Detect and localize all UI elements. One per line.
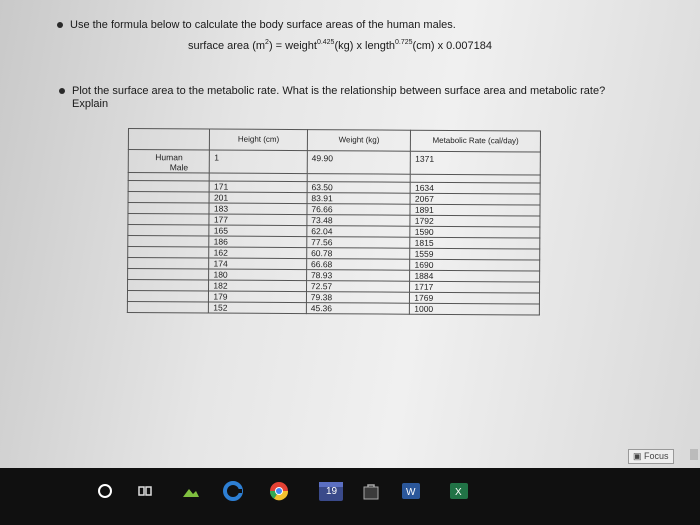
svg-text:W: W: [406, 487, 416, 498]
table-row-label: [128, 150, 210, 173]
table-cell: 77.56: [307, 237, 411, 249]
table-cell: 66.68: [306, 259, 410, 271]
table-cell: 1690: [410, 259, 540, 271]
table-cell: 165: [209, 225, 307, 237]
table-row-blank: [128, 214, 209, 225]
taskbar: [0, 468, 700, 525]
instruction-line-4: Explain: [72, 98, 109, 110]
svg-text:X: X: [455, 487, 462, 498]
photos-icon[interactable]: [180, 480, 202, 502]
data-table-wrapper: [127, 128, 541, 332]
instruction-line-1: Use the formula below to calculate the body surface areas of the human males.: [70, 19, 456, 31]
table-cell: 1: [210, 150, 308, 174]
table-cell: 2067: [410, 193, 540, 205]
table-cell: 76.66: [307, 204, 411, 216]
table-cell: 171: [210, 181, 308, 193]
table-row-blank: [128, 181, 209, 192]
store-icon[interactable]: [360, 480, 382, 502]
table-cell: 1590: [410, 226, 540, 238]
focus-icon: ▣: [633, 451, 642, 461]
table-row-blank: [128, 280, 209, 291]
row-label-male: Male: [169, 162, 189, 173]
table-cell: 62.04: [307, 226, 411, 238]
bullet-2: [59, 88, 65, 94]
task-view-icon[interactable]: [134, 480, 156, 502]
table-cell: 186: [209, 236, 307, 248]
table-cell: 72.57: [306, 281, 410, 293]
table-cell: 179: [209, 291, 307, 303]
table-cell: 182: [209, 280, 307, 292]
table-row-blank: [128, 236, 209, 247]
table-cell: 183: [209, 203, 307, 215]
table-cell: 177: [209, 214, 307, 226]
table-row-blank: [128, 192, 209, 203]
instruction-line-3: Plot the surface area to the metabolic rate. What is the relationship between surface area and metabolic rate?: [72, 85, 606, 97]
notification-edge: [690, 449, 698, 460]
table-cell: 1792: [410, 215, 540, 227]
formula-line: surface area $(m^2)$ = weight$^{0.425}$(kg) x length$^{0.725}$(cm) x 0.007184: [188, 39, 493, 52]
table-cell: 174: [209, 258, 307, 270]
table-cell: 1000: [410, 303, 540, 315]
table-row-blank: [128, 258, 209, 269]
table-row-blank: [128, 225, 209, 236]
calendar-badge: 19: [326, 486, 338, 497]
bullet-1: [57, 22, 63, 28]
table-cell: 45.36: [306, 303, 410, 315]
table-header-weight: Weight (kg): [307, 130, 411, 152]
table-cell: 1769: [410, 292, 540, 304]
table-cell: 60.78: [307, 248, 411, 260]
row-label-human: Human: [155, 152, 183, 163]
excel-icon[interactable]: [448, 480, 470, 502]
table-cell: 83.91: [307, 193, 411, 205]
table-row-blank: [127, 291, 208, 302]
table-cell: 49.90: [307, 151, 411, 175]
table-cell: 152: [209, 302, 307, 314]
focus-button[interactable]: [628, 449, 674, 464]
table-cell: 1884: [410, 270, 540, 282]
edge-icon[interactable]: [222, 480, 244, 502]
table-cell: 1634: [410, 182, 540, 194]
table-cell: 63.50: [307, 182, 411, 194]
table-cell: 73.48: [307, 215, 411, 227]
table-row-blank: [127, 301, 208, 312]
table-header-blank: [128, 129, 210, 150]
focus-label: Focus: [644, 451, 669, 461]
table-row-blank: [128, 247, 209, 258]
table-header-height: Height (cm): [210, 129, 308, 151]
table-cell: 1815: [410, 237, 540, 249]
table-cell: 201: [209, 192, 307, 204]
table-cell: 180: [209, 269, 307, 281]
chrome-icon[interactable]: [268, 480, 290, 502]
word-icon[interactable]: [400, 480, 422, 502]
table-row-first: [128, 150, 540, 176]
table-cell: 1891: [410, 204, 540, 216]
table-cell: 1559: [410, 248, 540, 260]
table-header-row: [128, 129, 540, 153]
table-cell: 79.38: [306, 292, 410, 304]
table-row: [127, 301, 539, 315]
table-cell: 162: [209, 247, 307, 259]
calendar-icon[interactable]: [318, 480, 344, 502]
table-row-blank: [128, 203, 209, 214]
table-row-blank: [128, 269, 209, 280]
table-cell: 1717: [410, 281, 540, 293]
table-cell: 78.93: [306, 270, 410, 282]
table-header-metabolic: Metabolic Rate (cal/day): [411, 130, 541, 152]
search-circle-icon[interactable]: [94, 480, 116, 502]
data-table: [127, 128, 541, 316]
table-cell: 1371: [411, 151, 541, 175]
